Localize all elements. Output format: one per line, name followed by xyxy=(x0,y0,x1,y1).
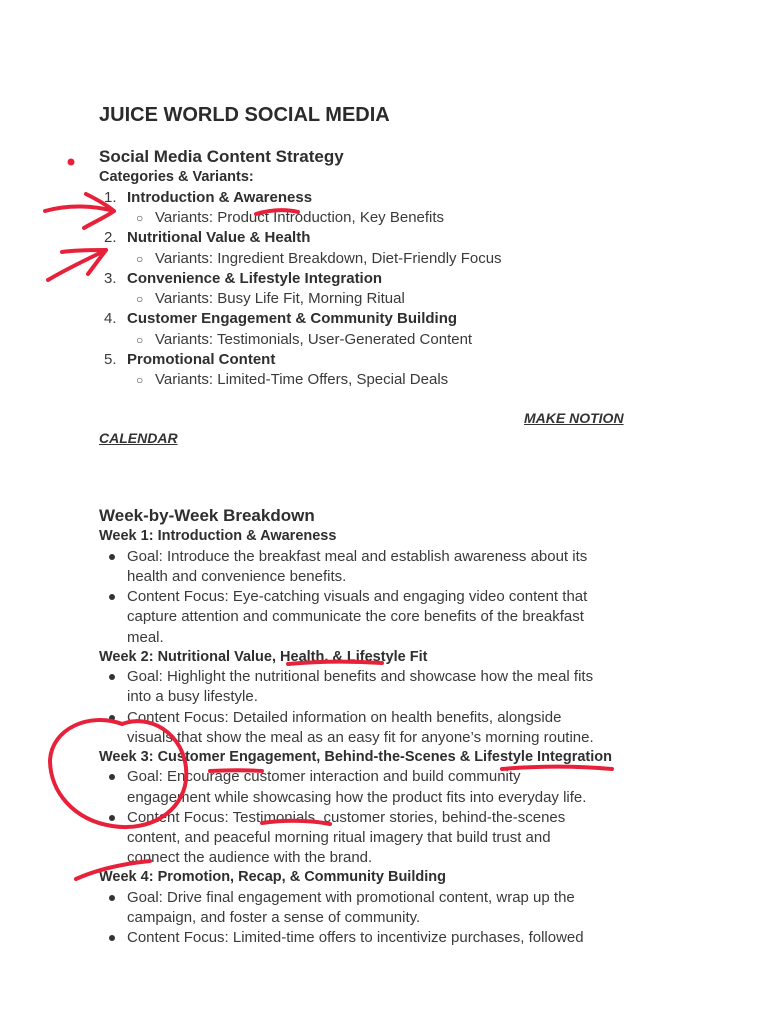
categories-label: Categories & Variants: xyxy=(99,169,254,185)
list-number: 5. xyxy=(104,351,117,368)
bullet-icon xyxy=(109,935,115,941)
category-label: Convenience & Lifestyle Integration xyxy=(127,270,383,287)
circle-bullet-icon: ○ xyxy=(136,373,144,387)
week-title: Week 3: Customer Engagement, Behind-the-Scenes & Lifestyle Integration xyxy=(99,749,612,765)
arrow-2-head xyxy=(62,250,106,274)
bullet-text: health and convenience benefits. xyxy=(127,568,347,585)
list-number: 2. xyxy=(104,229,117,246)
category-variant: Variants: Ingredient Breakdown, Diet-Friendly Focus xyxy=(155,250,502,267)
bullet-text: capture attention and communicate the core benefits of the breakfast xyxy=(127,608,584,625)
page-title: JUICE WORLD SOCIAL MEDIA xyxy=(99,104,390,126)
bullet-text: visuals that show the meal as an easy fit for anyone’s morning routine. xyxy=(127,729,594,746)
bullet-icon xyxy=(109,774,115,780)
week-title: Week 4: Promotion, Recap, & Community Building xyxy=(99,869,446,885)
bullet-text: Goal: Highlight the nutritional benefits and showcase how the meal fits xyxy=(127,668,594,685)
circle-bullet-icon: ○ xyxy=(136,333,144,347)
list-number: 4. xyxy=(104,310,117,327)
circle-bullet-icon: ○ xyxy=(136,252,144,266)
circle-bullet-icon: ○ xyxy=(136,211,144,225)
category-label: Customer Engagement & Community Building xyxy=(127,310,458,327)
arrow-2-shaft xyxy=(48,250,106,280)
strategy-heading: Social Media Content Strategy xyxy=(99,147,344,166)
bullet-text: Goal: Drive final engagement with promotional content, wrap up the xyxy=(127,889,575,906)
bullet-icon xyxy=(109,715,115,721)
arrow-1-shaft xyxy=(45,206,114,211)
category-variant: Variants: Product Introduction, Key Benefits xyxy=(155,209,445,226)
circle-bullet-icon: ○ xyxy=(136,292,144,306)
bullet-icon xyxy=(109,815,115,821)
bullet-text: Goal: Introduce the breakfast meal and establish awareness about its xyxy=(127,548,588,565)
category-variant: Variants: Busy Life Fit, Morning Ritual xyxy=(155,290,405,307)
bullet-text: campaign, and foster a sense of community. xyxy=(127,909,421,926)
bullet-icon xyxy=(109,895,115,901)
notion-calendar-link[interactable]: MAKE NOTION xyxy=(524,410,624,426)
category-label: Nutritional Value & Health xyxy=(127,229,311,246)
week-title: Week 1: Introduction & Awareness xyxy=(99,528,337,544)
bullet-icon xyxy=(109,554,115,560)
category-variant: Variants: Limited-Time Offers, Special Deals xyxy=(155,371,449,388)
bullet-icon xyxy=(109,674,115,680)
notion-calendar-link-continued[interactable]: CALENDAR xyxy=(99,430,178,446)
category-variant: Variants: Testimonials, User-Generated Content xyxy=(155,331,473,348)
bullet-text: Content Focus: Eye-catching visuals and engaging video content that xyxy=(127,588,588,605)
category-label: Promotional Content xyxy=(127,351,276,368)
bullet-text: into a busy lifestyle. xyxy=(127,688,258,705)
bullet-text: content, and peaceful morning ritual imagery that build trust and xyxy=(127,829,551,846)
list-number: 3. xyxy=(104,270,117,287)
category-label: Introduction & Awareness xyxy=(127,189,313,206)
week-title: Week 2: Nutritional Value, Health, & Lifestyle Fit xyxy=(99,649,428,665)
bullet-text: Goal: Encourage customer interaction and build community xyxy=(127,768,521,785)
ink-dot xyxy=(70,161,73,164)
bullet-text: Content Focus: Detailed information on health benefits, alongside xyxy=(127,709,562,726)
breakdown-heading: Week-by-Week Breakdown xyxy=(99,506,315,525)
bullet-text: connect the audience with the brand. xyxy=(127,849,373,866)
bullet-text: Content Focus: Testimonials, customer stories, behind-the-scenes xyxy=(127,809,566,826)
bullet-text: engagement while showcasing how the product fits into everyday life. xyxy=(127,789,587,806)
bullet-text: meal. xyxy=(127,629,164,646)
bullet-icon xyxy=(109,594,115,600)
bullet-text: Content Focus: Limited-time offers to incentivize purchases, followed xyxy=(127,929,584,946)
list-number: 1. xyxy=(104,189,117,206)
